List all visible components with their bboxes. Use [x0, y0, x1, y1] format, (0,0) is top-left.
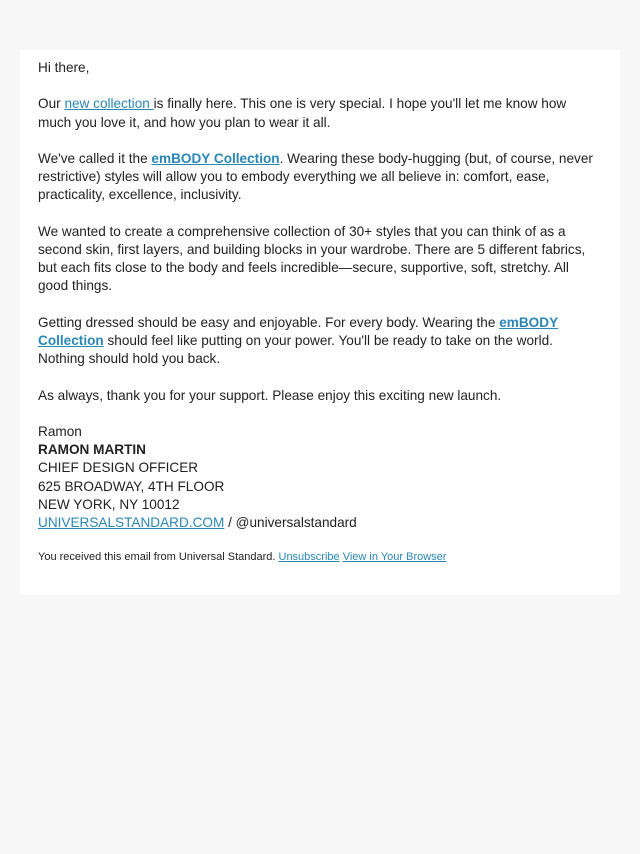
paragraph-intro	[38, 95, 602, 131]
paragraph-dressed-suffix: should feel like putting on your power. You'll be ready to take on the world. Nothing should hold you back.	[38, 332, 553, 367]
paragraph-dressed	[38, 314, 602, 369]
paragraph-dressed-prefix: Getting dressed should be easy and enjoyable. For every body. Wearing the	[38, 314, 500, 330]
signature-block	[38, 441, 602, 532]
footer-text: You received this email from Universal Standard.	[38, 551, 279, 564]
signature-title: CHIEF DESIGN OFFICER	[38, 460, 199, 476]
signature-name: RAMON MARTIN	[38, 442, 146, 458]
social-handle: / @universalstandard	[224, 514, 357, 530]
greeting: Hi there,	[38, 60, 90, 75]
embody-collection-link-2[interactable]: emBODY Collection	[38, 314, 559, 348]
paragraph-embody-prefix: We've called it the	[38, 150, 152, 166]
unsubscribe-link[interactable]: Unsubscribe	[278, 551, 340, 564]
paragraph-intro-suffix: is finally here. This one is very special. I hope you'll let me know how much you love it, and how you plan to wear it all.	[38, 96, 567, 130]
paragraph-styles: We wanted to create a comprehensive collection of 30+ styles that you can think of as a second skin, first layers, and building blocks in your wardrobe. There are 5 different fabrics, but each fits close to the body and feels incredible—secure, supportive, soft, stretchy. All good things.	[38, 223, 586, 294]
view-in-browser-link[interactable]: View in Your Browser	[342, 551, 447, 564]
signature-address-line2: NEW YORK, NY 10012	[38, 496, 180, 512]
signature-address-line1: 625 BROADWAY, 4TH FLOOR	[38, 478, 225, 494]
website-link[interactable]: UNIVERSALSTANDARD.COM	[38, 514, 225, 530]
signoff: Ramon	[38, 423, 82, 439]
paragraph-embody-suffix: . Wearing these body-hugging (but, of course, never restrictive) styles will allow you to embody everything we all believe in: comfort, ease, practicality, excellence, inclusivity.	[38, 150, 593, 203]
paragraph-intro-prefix: Our	[38, 96, 65, 112]
paragraph-thanks: As always, thank you for your support. Please enjoy this exciting new launch.	[38, 387, 502, 403]
new-collection-link[interactable]: new collection	[64, 96, 154, 112]
paragraph-embody	[38, 150, 602, 205]
signature-links	[38, 514, 602, 532]
embody-collection-link[interactable]: emBODY Collection	[151, 150, 280, 166]
email-footer	[38, 550, 602, 564]
email-body	[20, 50, 620, 595]
